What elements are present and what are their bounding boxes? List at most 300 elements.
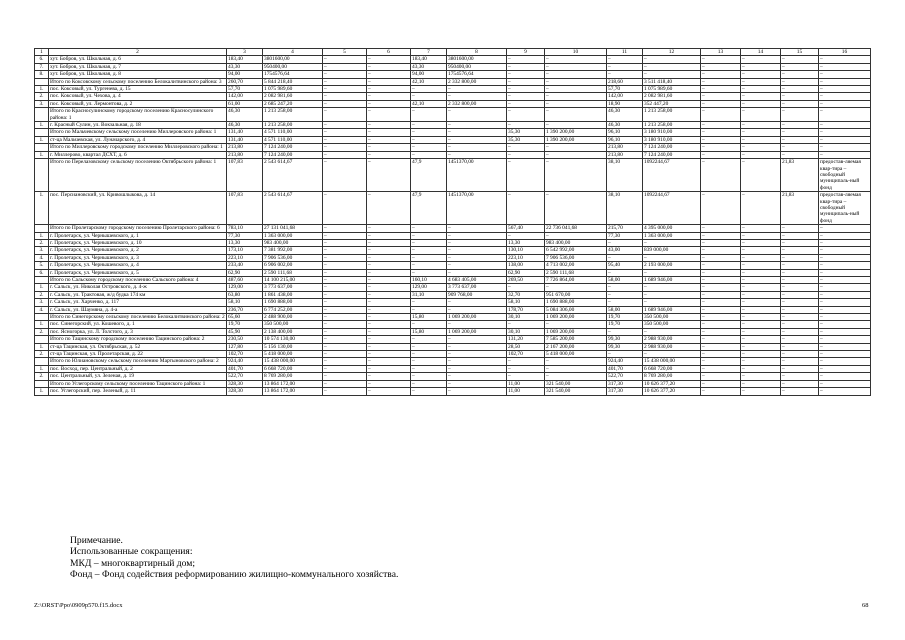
- table-cell: –: [819, 247, 871, 254]
- table-cell: 178,70: [507, 306, 545, 313]
- table-cell: –: [367, 93, 411, 100]
- table-cell: –: [323, 86, 367, 93]
- table-cell: –: [701, 100, 741, 107]
- table-cell: –: [323, 93, 367, 100]
- table-cell: –: [741, 328, 781, 335]
- table-row: [35, 291, 871, 298]
- table-row: [35, 343, 871, 350]
- table-cell: –: [367, 351, 411, 358]
- table-cell: 951 670,00: [545, 291, 607, 298]
- column-number: 6: [367, 49, 411, 56]
- subtotal-row: [35, 336, 871, 343]
- table-cell: 983 400,00: [263, 239, 323, 246]
- table-cell: 1 690 888,00: [545, 299, 607, 306]
- table-cell: –: [643, 351, 701, 358]
- table-cell: –: [411, 321, 447, 328]
- table-row: [35, 388, 871, 395]
- table-cell: пос. Углегорский, пер. Зеленый, д. 11: [49, 388, 227, 395]
- table-cell: 1 213 258,00: [263, 122, 323, 129]
- table-cell: –: [701, 336, 741, 343]
- table-cell: –: [367, 306, 411, 313]
- table-cell: –: [819, 239, 871, 246]
- table-cell: –: [741, 284, 781, 291]
- table-cell: 213,80: [227, 144, 263, 151]
- table-cell: –: [367, 277, 411, 284]
- table-cell: 28,50: [507, 343, 545, 350]
- table-cell: –: [741, 254, 781, 261]
- table-cell: 5 418 000,00: [263, 351, 323, 358]
- table-row: [35, 86, 871, 93]
- table-cell: –: [701, 284, 741, 291]
- table-cell: 38,10: [607, 192, 643, 225]
- table-cell: –: [447, 343, 507, 350]
- table-cell: 127,80: [227, 343, 263, 350]
- table-cell: 46,30: [227, 108, 263, 122]
- table-cell: –: [507, 192, 545, 225]
- table-cell: –: [741, 144, 781, 151]
- table-cell: –: [367, 314, 411, 321]
- table-cell: 47,9: [411, 192, 447, 225]
- table-cell: –: [447, 254, 507, 261]
- table-cell: –: [781, 373, 819, 380]
- table-cell: –: [781, 306, 819, 313]
- table-cell: 6 906 002,00: [263, 262, 323, 269]
- table-cell: –: [819, 232, 871, 239]
- table-cell: –: [367, 291, 411, 298]
- table-cell: 317,30: [607, 388, 643, 395]
- table-cell: 13 864 172,00: [263, 388, 323, 395]
- column-number: 9: [507, 49, 545, 56]
- table-cell: 7 124 240,00: [643, 144, 701, 151]
- table-cell: –: [819, 373, 871, 380]
- table-cell: –: [819, 291, 871, 298]
- table-cell: 7 585 200,00: [545, 336, 607, 343]
- table-cell: 1 069 200,00: [447, 328, 507, 335]
- table-cell: [35, 225, 49, 232]
- table-cell: 2 590 111,68: [545, 269, 607, 276]
- table-cell: –: [701, 159, 741, 192]
- table-cell: –: [323, 299, 367, 306]
- table-cell: –: [323, 100, 367, 107]
- housing-table-container: [34, 48, 870, 396]
- table-cell: Итого по Синегорскому сельскому поселению Белокалитвинского района: 2: [50, 314, 225, 321]
- table-cell: 2 685 247,20: [263, 100, 323, 107]
- table-cell: –: [781, 365, 819, 372]
- table-cell: –: [323, 314, 367, 321]
- table-cell: –: [411, 122, 447, 129]
- table-cell: –: [819, 63, 871, 70]
- table-cell: Итого по Коксовскому сельскому поселению Белокалитвинского района: 3: [49, 78, 227, 85]
- table-cell: –: [819, 71, 871, 78]
- table-cell: –: [819, 86, 871, 93]
- table-cell: 4 683 405,00: [447, 277, 507, 284]
- table-cell: 7 906 536,00: [545, 254, 607, 261]
- table-cell: –: [741, 225, 781, 232]
- table-cell: –: [741, 56, 781, 63]
- table-cell: 3.: [35, 247, 49, 254]
- table-cell: Итого по Углегорскому сельскому поселению Тацинского района: 1: [49, 380, 227, 387]
- table-cell: 8.: [35, 71, 49, 78]
- table-cell: 1.: [35, 365, 49, 372]
- table-cell: 2 082 981,60: [643, 93, 701, 100]
- table-cell: –: [701, 239, 741, 246]
- table-cell: –: [367, 254, 411, 261]
- table-cell: 1754576,64: [263, 71, 323, 78]
- table-cell: –: [741, 299, 781, 306]
- table-cell: –: [819, 328, 871, 335]
- table-cell: –: [411, 373, 447, 380]
- table-cell: –: [323, 122, 367, 129]
- table-cell: [35, 144, 49, 151]
- table-cell: 96,10: [607, 136, 643, 143]
- table-cell: 909 768,00: [447, 291, 507, 298]
- table-cell: –: [323, 277, 367, 284]
- table-cell: –: [701, 151, 741, 158]
- table-cell: –: [701, 291, 741, 298]
- table-cell: –: [781, 247, 819, 254]
- table-cell: 3 180 910,00: [643, 136, 701, 143]
- table-cell: [35, 159, 49, 192]
- table-cell: 58,10: [227, 299, 263, 306]
- table-cell: –: [819, 93, 871, 100]
- table-cell: –: [781, 56, 819, 63]
- table-cell: 5 418 000,00: [545, 351, 607, 358]
- table-cell: 223,10: [227, 254, 263, 261]
- table-cell: –: [741, 78, 781, 85]
- table-cell: –: [781, 314, 819, 321]
- table-cell: 7 381 992,00: [263, 247, 323, 254]
- table-cell: 42,10: [411, 100, 447, 107]
- table-cell: –: [507, 232, 545, 239]
- table-cell: –: [741, 63, 781, 70]
- table-cell: 350 500,00: [643, 321, 701, 328]
- table-cell: –: [701, 71, 741, 78]
- table-cell: –: [507, 159, 545, 192]
- table-cell: –: [367, 262, 411, 269]
- table-cell: 1.: [35, 136, 49, 143]
- table-cell: –: [447, 380, 507, 387]
- table-cell: –: [545, 63, 607, 70]
- table-cell: –: [507, 108, 545, 122]
- table-cell: –: [323, 380, 367, 387]
- table-cell: 13,30: [507, 239, 545, 246]
- table-cell: 1.: [35, 321, 49, 328]
- table-cell: 131,40: [227, 136, 263, 143]
- table-cell: 173,10: [227, 247, 263, 254]
- table-cell: 6 668 720,00: [643, 365, 701, 372]
- table-cell: 5 844 218,40: [263, 78, 323, 85]
- table-cell: –: [701, 328, 741, 335]
- table-cell: –: [411, 225, 447, 232]
- table-cell: –: [545, 122, 607, 129]
- column-number: 4: [263, 49, 323, 56]
- table-cell: 129,00: [227, 284, 263, 291]
- table-cell: –: [701, 78, 741, 85]
- table-cell: –: [607, 239, 643, 246]
- table-cell: –: [781, 63, 819, 70]
- table-cell: 1 689 946,00: [643, 277, 701, 284]
- table-cell: 950400,00: [447, 63, 507, 70]
- table-cell: –: [701, 136, 741, 143]
- table-cell: –: [701, 388, 741, 395]
- table-cell: –: [819, 388, 871, 395]
- table-cell: –: [607, 269, 643, 276]
- table-cell: 3801600,00: [447, 56, 507, 63]
- table-cell: –: [411, 358, 447, 365]
- table-cell: –: [781, 321, 819, 328]
- table-row: [35, 239, 871, 246]
- table-cell: 2.: [35, 373, 49, 380]
- table-cell: 983 400,00: [545, 239, 607, 246]
- table-cell: 4 395 000,00: [643, 225, 701, 232]
- table-cell: –: [701, 254, 741, 261]
- table-cell: пос. Коксовый, ул. Тургенева, д. 15: [49, 86, 227, 93]
- subtotal-row: [35, 108, 871, 122]
- table-row: [35, 299, 871, 306]
- table-cell: –: [819, 284, 871, 291]
- table-cell: 6.: [35, 56, 49, 63]
- table-cell: –: [545, 93, 607, 100]
- table-cell: –: [411, 306, 447, 313]
- table-cell: 1.: [35, 388, 49, 395]
- table-cell: –: [545, 321, 607, 328]
- subtotal-row: [35, 277, 871, 284]
- table-cell: –: [701, 108, 741, 122]
- table-cell: –: [545, 373, 607, 380]
- table-row: [35, 63, 871, 70]
- table-cell: 94,00: [227, 71, 263, 78]
- table-cell: –: [545, 56, 607, 63]
- table-cell: –: [701, 365, 741, 372]
- table-cell: –: [323, 254, 367, 261]
- table-cell: 839 000,00: [643, 247, 701, 254]
- table-cell: –: [643, 299, 701, 306]
- table-cell: 183,40: [411, 56, 447, 63]
- table-cell: 350 500,00: [643, 314, 701, 321]
- table-cell: 401,70: [607, 365, 643, 372]
- table-cell: –: [741, 351, 781, 358]
- table-cell: 1 689 946,00: [643, 306, 701, 313]
- table-cell: 43,30: [227, 63, 263, 70]
- table-cell: –: [701, 144, 741, 151]
- table-cell: –: [507, 321, 545, 328]
- table-cell: –: [607, 71, 643, 78]
- table-cell: 3.: [35, 299, 49, 306]
- table-cell: Итого по Перелазовскому сельскому поселению Октябрьского района: 1: [49, 159, 227, 192]
- table-cell: 317,30: [607, 380, 643, 387]
- table-cell: –: [323, 144, 367, 151]
- table-cell: –: [545, 100, 607, 107]
- table-cell: 31,10: [411, 291, 447, 298]
- table-cell: 13 864 172,00: [263, 380, 323, 387]
- table-cell: –: [367, 63, 411, 70]
- table-cell: –: [607, 351, 643, 358]
- table-cell: –: [741, 314, 781, 321]
- table-cell: 7 906 536,00: [263, 254, 323, 261]
- table-cell: –: [607, 328, 643, 335]
- table-cell: –: [545, 108, 607, 122]
- table-cell: Итого по Тацинскому городскому поселению Тацинского района: 2: [49, 336, 227, 343]
- table-cell: –: [819, 299, 871, 306]
- table-cell: –: [507, 56, 545, 63]
- column-number: 8: [447, 49, 507, 56]
- table-cell: –: [819, 129, 871, 136]
- table-cell: 4 713 002,00: [545, 262, 607, 269]
- subtotal-row: [35, 358, 871, 365]
- table-row: [35, 151, 871, 158]
- table-cell: –: [367, 71, 411, 78]
- table-cell: –: [323, 336, 367, 343]
- table-cell: 1451370,00: [447, 159, 507, 192]
- table-cell: –: [781, 78, 819, 85]
- table-cell: хут. Бобров, ул. Школьная, д. 6: [49, 56, 227, 63]
- table-cell: –: [701, 299, 741, 306]
- table-cell: 328,30: [227, 380, 263, 387]
- table-cell: 10 574 130,00: [263, 336, 323, 343]
- table-cell: 96,10: [607, 129, 643, 136]
- subtotal-row: [35, 159, 871, 192]
- table-cell: –: [447, 336, 507, 343]
- table-cell: –: [741, 71, 781, 78]
- table-row: [35, 93, 871, 100]
- file-path: Z:\ORST\Ppo\0909p570.f15.docx: [34, 602, 123, 609]
- table-cell: г. Пролетарск, ул. Чернышевского, д. 1: [49, 232, 227, 239]
- table-cell: 77,30: [607, 232, 643, 239]
- subtotal-row: [35, 314, 871, 321]
- table-cell: –: [607, 299, 643, 306]
- table-cell: –: [367, 343, 411, 350]
- table-cell: 213,80: [227, 151, 263, 158]
- table-cell: –: [323, 351, 367, 358]
- table-cell: –: [367, 108, 411, 122]
- table-cell: –: [323, 343, 367, 350]
- table-cell: 7 124 240,00: [643, 151, 701, 158]
- table-cell: 22 736 041,68: [545, 225, 607, 232]
- table-cell: 783,10: [227, 225, 263, 232]
- table-cell: 19,70: [607, 314, 643, 321]
- table-cell: 260,70: [227, 78, 263, 85]
- table-cell: –: [545, 232, 607, 239]
- page-number: 68: [862, 602, 869, 609]
- table-cell: предостав-ляемая квар-тира – свободный муниципаль-ный фонд: [819, 192, 871, 225]
- table-cell: 4 571 110,00: [263, 129, 323, 136]
- table-cell: [35, 380, 49, 387]
- table-row: [35, 136, 871, 143]
- table-cell: –: [545, 159, 607, 192]
- table-cell: –: [643, 291, 701, 298]
- table-cell: –: [643, 284, 701, 291]
- table-cell: 4.: [35, 254, 49, 261]
- table-cell: –: [411, 254, 447, 261]
- table-cell: –: [781, 277, 819, 284]
- table-cell: –: [643, 328, 701, 335]
- table-cell: –: [323, 291, 367, 298]
- column-number: 11: [607, 49, 643, 56]
- table-cell: –: [507, 78, 545, 85]
- table-cell: –: [643, 56, 701, 63]
- table-cell: –: [507, 144, 545, 151]
- table-cell: [35, 277, 49, 284]
- table-cell: –: [507, 365, 545, 372]
- table-row: [35, 365, 871, 372]
- table-cell: 269,50: [507, 277, 545, 284]
- column-number: 13: [701, 49, 741, 56]
- table-cell: –: [507, 373, 545, 380]
- table-cell: –: [411, 93, 447, 100]
- table-cell: 924,40: [607, 358, 643, 365]
- table-cell: 218,60: [607, 78, 643, 85]
- table-cell: –: [819, 262, 871, 269]
- table-cell: –: [781, 380, 819, 387]
- table-cell: –: [411, 232, 447, 239]
- table-cell: 2 138 400,00: [263, 328, 323, 335]
- table-cell: –: [447, 129, 507, 136]
- column-number: 5: [323, 49, 367, 56]
- table-cell: –: [507, 122, 545, 129]
- table-cell: –: [701, 232, 741, 239]
- table-cell: –: [447, 93, 507, 100]
- note-line-fund: Фонд – Фонд содействия реформированию жилищно-коммунального хозяйства.: [70, 569, 399, 581]
- table-cell: –: [781, 136, 819, 143]
- table-cell: –: [447, 299, 507, 306]
- table-cell: –: [447, 86, 507, 93]
- subtotal-row: [35, 129, 871, 136]
- table-cell: –: [741, 122, 781, 129]
- table-cell: –: [367, 129, 411, 136]
- table-cell: –: [411, 388, 447, 395]
- table-cell: –: [701, 122, 741, 129]
- table-cell: –: [447, 373, 507, 380]
- table-cell: –: [741, 269, 781, 276]
- table-cell: –: [447, 108, 507, 122]
- table-cell: 2.: [35, 93, 49, 100]
- table-cell: 99,30: [607, 336, 643, 343]
- table-cell: 58,00: [607, 277, 643, 284]
- table-cell: –: [447, 136, 507, 143]
- table-cell: –: [447, 232, 507, 239]
- table-cell: –: [367, 144, 411, 151]
- table-cell: –: [367, 269, 411, 276]
- table-cell: 14 100 215,00: [263, 277, 323, 284]
- table-cell: 95,40: [607, 262, 643, 269]
- table-cell: –: [781, 388, 819, 395]
- table-cell: –: [411, 108, 447, 122]
- table-cell: 2.: [35, 351, 49, 358]
- table-cell: [35, 129, 49, 136]
- table-cell: –: [411, 269, 447, 276]
- table-cell: –: [367, 321, 411, 328]
- table-cell: –: [545, 284, 607, 291]
- table-cell: –: [741, 388, 781, 395]
- table-cell: –: [323, 78, 367, 85]
- table-cell: ст-ца Тацинская, ул. Пролетарская, д. 22: [49, 351, 227, 358]
- table-cell: –: [323, 151, 367, 158]
- table-cell: –: [367, 232, 411, 239]
- table-cell: 102,70: [507, 351, 545, 358]
- table-cell: ст-ца Мальчевская, ул. Луначарского, д. 4: [49, 136, 227, 143]
- table-cell: –: [741, 100, 781, 107]
- table-cell: –: [741, 321, 781, 328]
- table-cell: –: [701, 247, 741, 254]
- table-cell: –: [545, 71, 607, 78]
- table-cell: –: [741, 291, 781, 298]
- table-cell: 2 193 000,00: [643, 262, 701, 269]
- table-cell: –: [367, 284, 411, 291]
- table-cell: –: [545, 144, 607, 151]
- housing-table: [34, 48, 871, 396]
- column-number: 12: [643, 49, 701, 56]
- table-row: [35, 284, 871, 291]
